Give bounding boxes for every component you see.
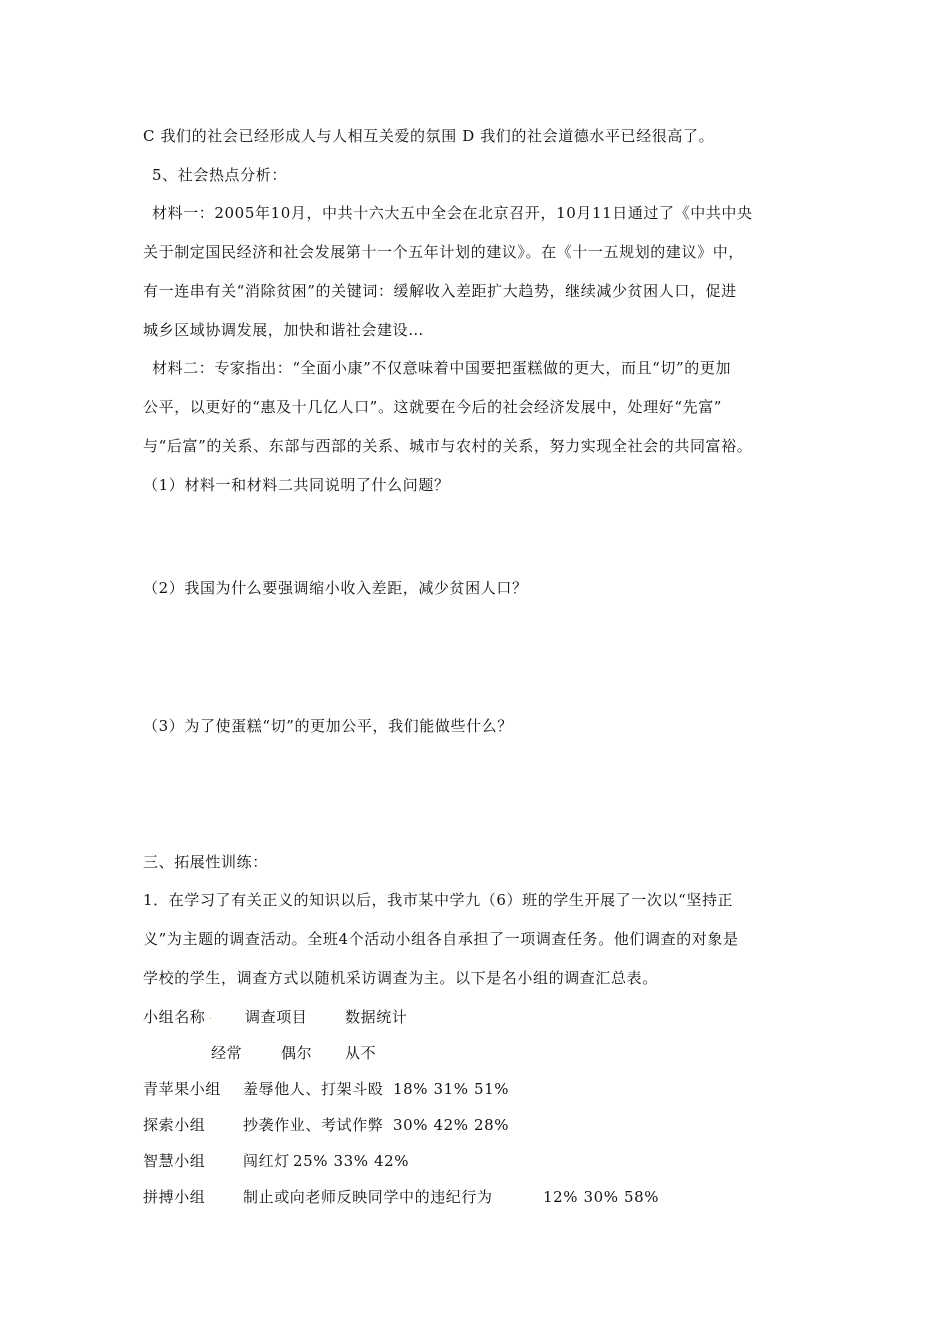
- question-1: （1）材料一和材料二共同说明了什么问题？: [143, 476, 450, 494]
- question-2: （2）我国为什么要强调缩小收入差距，减少贫困人口？: [143, 579, 528, 597]
- row-group: 拼搏小组: [143, 1188, 206, 1206]
- table-row: [143, 1187, 843, 1207]
- row-stats: 25% 33% 42%: [293, 1152, 410, 1170]
- header-group-name: 小组名称: [143, 1008, 206, 1026]
- revision-mark: .: [209, 1012, 213, 1021]
- header-data-stats: 数据统计: [345, 1008, 408, 1026]
- question-3: （3）为了使蛋糕“切”的更加公平，我们能做些什么？: [143, 717, 513, 735]
- subheader-often: 经常: [211, 1044, 243, 1062]
- table-row: [143, 1151, 843, 1171]
- material2-line-3: 与“后富”的关系、东部与西部的关系、城市与农村的关系，努力实现全社会的共同富裕。: [143, 437, 753, 455]
- row-item: 羞辱他人、打架斗殴: [243, 1080, 384, 1098]
- material1-line-1: 材料一：2005年10月，中共十六大五中全会在北京召开，10月11日通过了《中共中央: [152, 204, 753, 222]
- header-survey-item: 调查项目: [245, 1008, 308, 1026]
- row-item: 抄袭作业、考试作弊: [243, 1116, 384, 1134]
- material1-line-4: 城乡区域协调发展，加快和谐社会建设…: [143, 321, 424, 339]
- survey-table-subheader: [143, 1043, 843, 1063]
- row-item: 制止或向老师反映同学中的违纪行为: [243, 1188, 493, 1206]
- survey-table-header: [143, 1007, 843, 1027]
- intro-line-2: 义”为主题的调查活动。全班4个活动小组各自承担了一项调查任务。他们调查的对象是: [143, 930, 739, 948]
- row-group: 青苹果小组: [143, 1080, 222, 1098]
- row-group: 智慧小组: [143, 1152, 206, 1170]
- row-item: 闯红灯: [243, 1152, 290, 1170]
- table-row: [143, 1079, 843, 1099]
- row-group: 探索小组: [143, 1116, 206, 1134]
- intro-line-3: 学校的学生，调查方式以随机采访调查为主。以下是名小组的调查汇总表。: [143, 969, 658, 987]
- row-stats: 30% 42% 28%: [393, 1116, 510, 1134]
- material1-line-3: 有一连串有关“消除贫困”的关键词：缓解收入差距扩大趋势，继续减少贫困人口，促进: [143, 282, 737, 300]
- material1-line-2: 关于制定国民经济和社会发展第十一个五年计划的建议》。在《十一五规划的建议》中，: [143, 243, 744, 261]
- table-row: [143, 1115, 843, 1135]
- section3-heading: 三、拓展性训练：: [143, 853, 268, 871]
- q4-options-line: C 我们的社会已经形成人与人相互关爱的氛围 D 我们的社会道德水平已经很高了。: [143, 127, 715, 145]
- subheader-never: 从不: [345, 1044, 377, 1062]
- material2-line-2: 公平，以更好的“惠及十几亿人口”。这就要在今后的社会经济发展中，处理好“先富”: [143, 398, 723, 416]
- row-stats: 12% 30% 58%: [543, 1188, 660, 1206]
- row-stats: 18% 31% 51%: [393, 1080, 510, 1098]
- q5-heading: 5、社会热点分析：: [152, 166, 287, 184]
- subheader-sometimes: 偶尔: [281, 1044, 313, 1062]
- material2-line-1: 材料二：专家指出：“全面小康”不仅意味着中国要把蛋糕做的更大，而且“切”的更加: [152, 359, 732, 377]
- intro-line-1: 1．在学习了有关正义的知识以后，我市某中学九（6）班的学生开展了一次以“坚持正: [143, 891, 734, 909]
